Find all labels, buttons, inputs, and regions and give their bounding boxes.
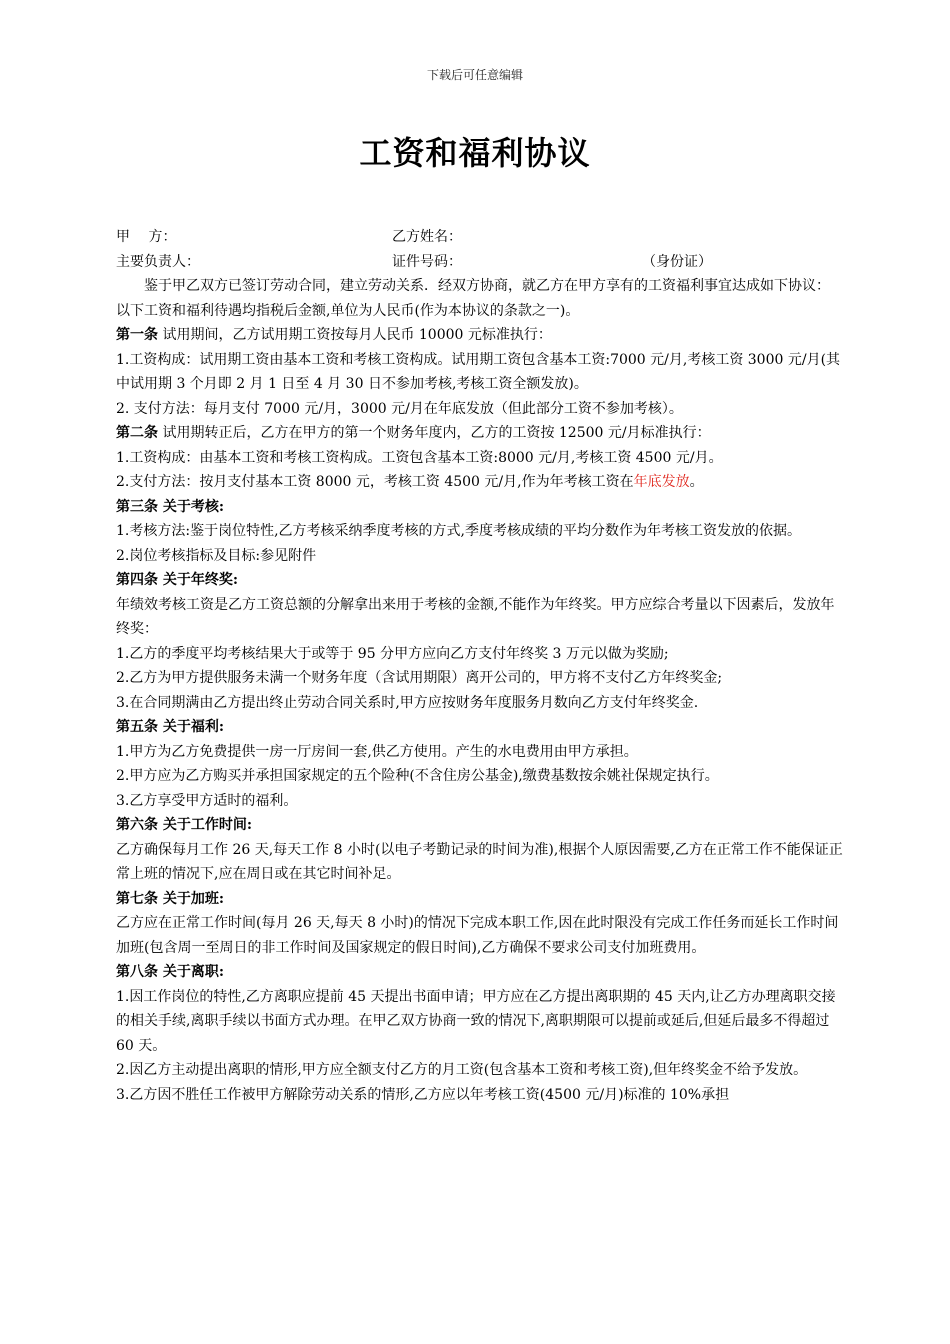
- article-4-item-1: 1.乙方的季度平均考核结果大于或等于 95 分甲方应向乙方支付年终奖 3 万元以做为奖励;: [116, 645, 669, 662]
- article-4-item-2: 2.乙方为甲方提供服务未满一个财务年度（含试用期限）离开公司的，甲方将不支付乙方年终奖金;: [116, 670, 723, 686]
- article-4-item-3: 3.在合同期满由乙方提出终止劳动合同关系时,甲方应按财务年度服务月数向乙方支付年终奖金.: [116, 694, 699, 711]
- article-7-text: 乙方应在正常工作时间(每月 26 天,每天 8 小时)的情况下完成本职工作,因在此时限没有完成工作任务而延长工作时间加班(包含周一至周日的非工作时间及国家规定的假日时间),乙方确保不要求公司支付加班费用。: [116, 915, 839, 956]
- article-1-heading: 第一条: [116, 327, 158, 343]
- article-8-item-1: 1.因工作岗位的特性,乙方离职应提前 45 天提出书面申请；甲方应在乙方提出离职期的 45 天内,让乙方办理离职交接的相关手续,离职手续以书面方式办理。在甲乙双方协商一致的情况下,离职期限可以提前或延后,但延后最多不得超过 60 天。: [116, 988, 836, 1054]
- party-row-2: [116, 250, 844, 275]
- party-a-label: 甲 方：: [116, 229, 177, 245]
- document-body: [116, 225, 844, 1107]
- article-4-intro: 年绩效考核工资是乙方工资总额的分解拿出来用于考核的金额,不能作为年终奖。甲方应综合考量以下因素后，发放年终奖：: [116, 596, 835, 637]
- article-1-item-1: 1.工资构成：试用期工资由基本工资和考核工资构成。试用期工资包含基本工资:7000 元/月,考核工资 3000 元/月(其中试用期 3 个月即 2 月 1 日至 4 月 30 日不参加考核,考核工资全额发放)。: [116, 351, 841, 392]
- article-1-text: 试用期间，乙方试用期工资按每月人民币 10000 元标准执行：: [158, 327, 552, 343]
- article-2-item-2: [116, 470, 844, 495]
- article-3-item-2: 2.岗位考核指标及目标:参见附件: [116, 547, 317, 564]
- article-8-item-2: 2.因乙方主动提出离职的情形,甲方应全额支付乙方的月工资(包含基本工资和考核工资),但年终奖金不给予发放。: [116, 1062, 808, 1078]
- article-2-text: 试用期转正后，乙方在甲方的第一个财务年度内，乙方的工资按 12500 元/月标准执行：: [158, 425, 711, 441]
- article-5-item-2: 2.甲方应为乙方购买并承担国家规定的五个险种(不含住房公基金),缴费基数按余姚社保规定执行。: [116, 768, 719, 784]
- party-row-1: [116, 225, 844, 250]
- article-6-heading: 第六条 关于工作时间:: [116, 817, 253, 833]
- article-2-heading: 第二条: [116, 425, 158, 441]
- preamble: 鉴于甲乙双方已签订劳动合同，建立劳动关系．经双方协商，就乙方在甲方享有的工资福利事宜达成如下协议：: [144, 278, 830, 294]
- article-1: [116, 323, 844, 348]
- party-b-name-label: 乙方姓名：: [392, 229, 462, 245]
- document-title: 工资和福利协议: [359, 134, 591, 172]
- id-type-label: （身份证）: [642, 253, 712, 270]
- article-6-text: 乙方确保每月工作 26 天,每天工作 8 小时(以电子考勤记录的时间为准),根据个人原因需要,乙方在正常工作不能保证正常上班的情况下,应在周日或在其它时间补足。: [116, 841, 843, 882]
- article-2-item-1: 1.工资构成：由基本工资和考核工资构成。工资包含基本工资:8000 元/月,考核工资 4500 元/月。: [116, 449, 723, 466]
- article-5-item-3: 3.乙方享受甲方适时的福利。: [116, 792, 298, 809]
- article-4-heading: 第四条 关于年终奖:: [116, 572, 239, 588]
- article-5-heading: 第五条 关于福利:: [116, 719, 225, 735]
- article-8-item-3: 3.乙方因不胜任工作被甲方解除劳动关系的情形,乙方应以年考核工资(4500 元/月)标准的 10%承担: [116, 1086, 730, 1103]
- id-number-label: 证件号码：: [392, 253, 462, 270]
- principal-label: 主要负责人：: [116, 253, 200, 270]
- article-2: [116, 421, 844, 446]
- article-7-heading: 第七条 关于加班:: [116, 890, 225, 907]
- article-1-item-2: 2. 支付方法：每月支付 7000 元/月，3000 元/月在年底发放（但此部分工资不参加考核）。: [116, 400, 683, 417]
- article-3-item-1: 1.考核方法:鉴于岗位特性,乙方考核采纳季度考核的方式,季度考核成绩的平均分数作为年考核工资发放的依据。: [116, 523, 801, 539]
- amount-note: 以下工资和福利待遇均指税后金额,单位为人民币(作为本协议的条款之一)。: [116, 302, 580, 319]
- article-3-heading: 第三条 关于考核:: [116, 498, 225, 515]
- article-5-item-1: 1.甲方为乙方免费提供一房一厅房间一套,供乙方使用。产生的水电费用由甲方承担。: [116, 743, 638, 760]
- article-2-item-2-highlight: 年底发放: [633, 474, 690, 490]
- article-2-item-2-suffix: 。: [689, 474, 704, 490]
- article-2-item-2-prefix: 2.支付方法：按月支付基本工资 8000 元，考核工资 4500 元/月,作为年考核工资在: [116, 474, 634, 490]
- article-8-heading: 第八条 关于离职:: [116, 964, 225, 980]
- header-note: 下载后可任意编辑: [426, 68, 523, 82]
